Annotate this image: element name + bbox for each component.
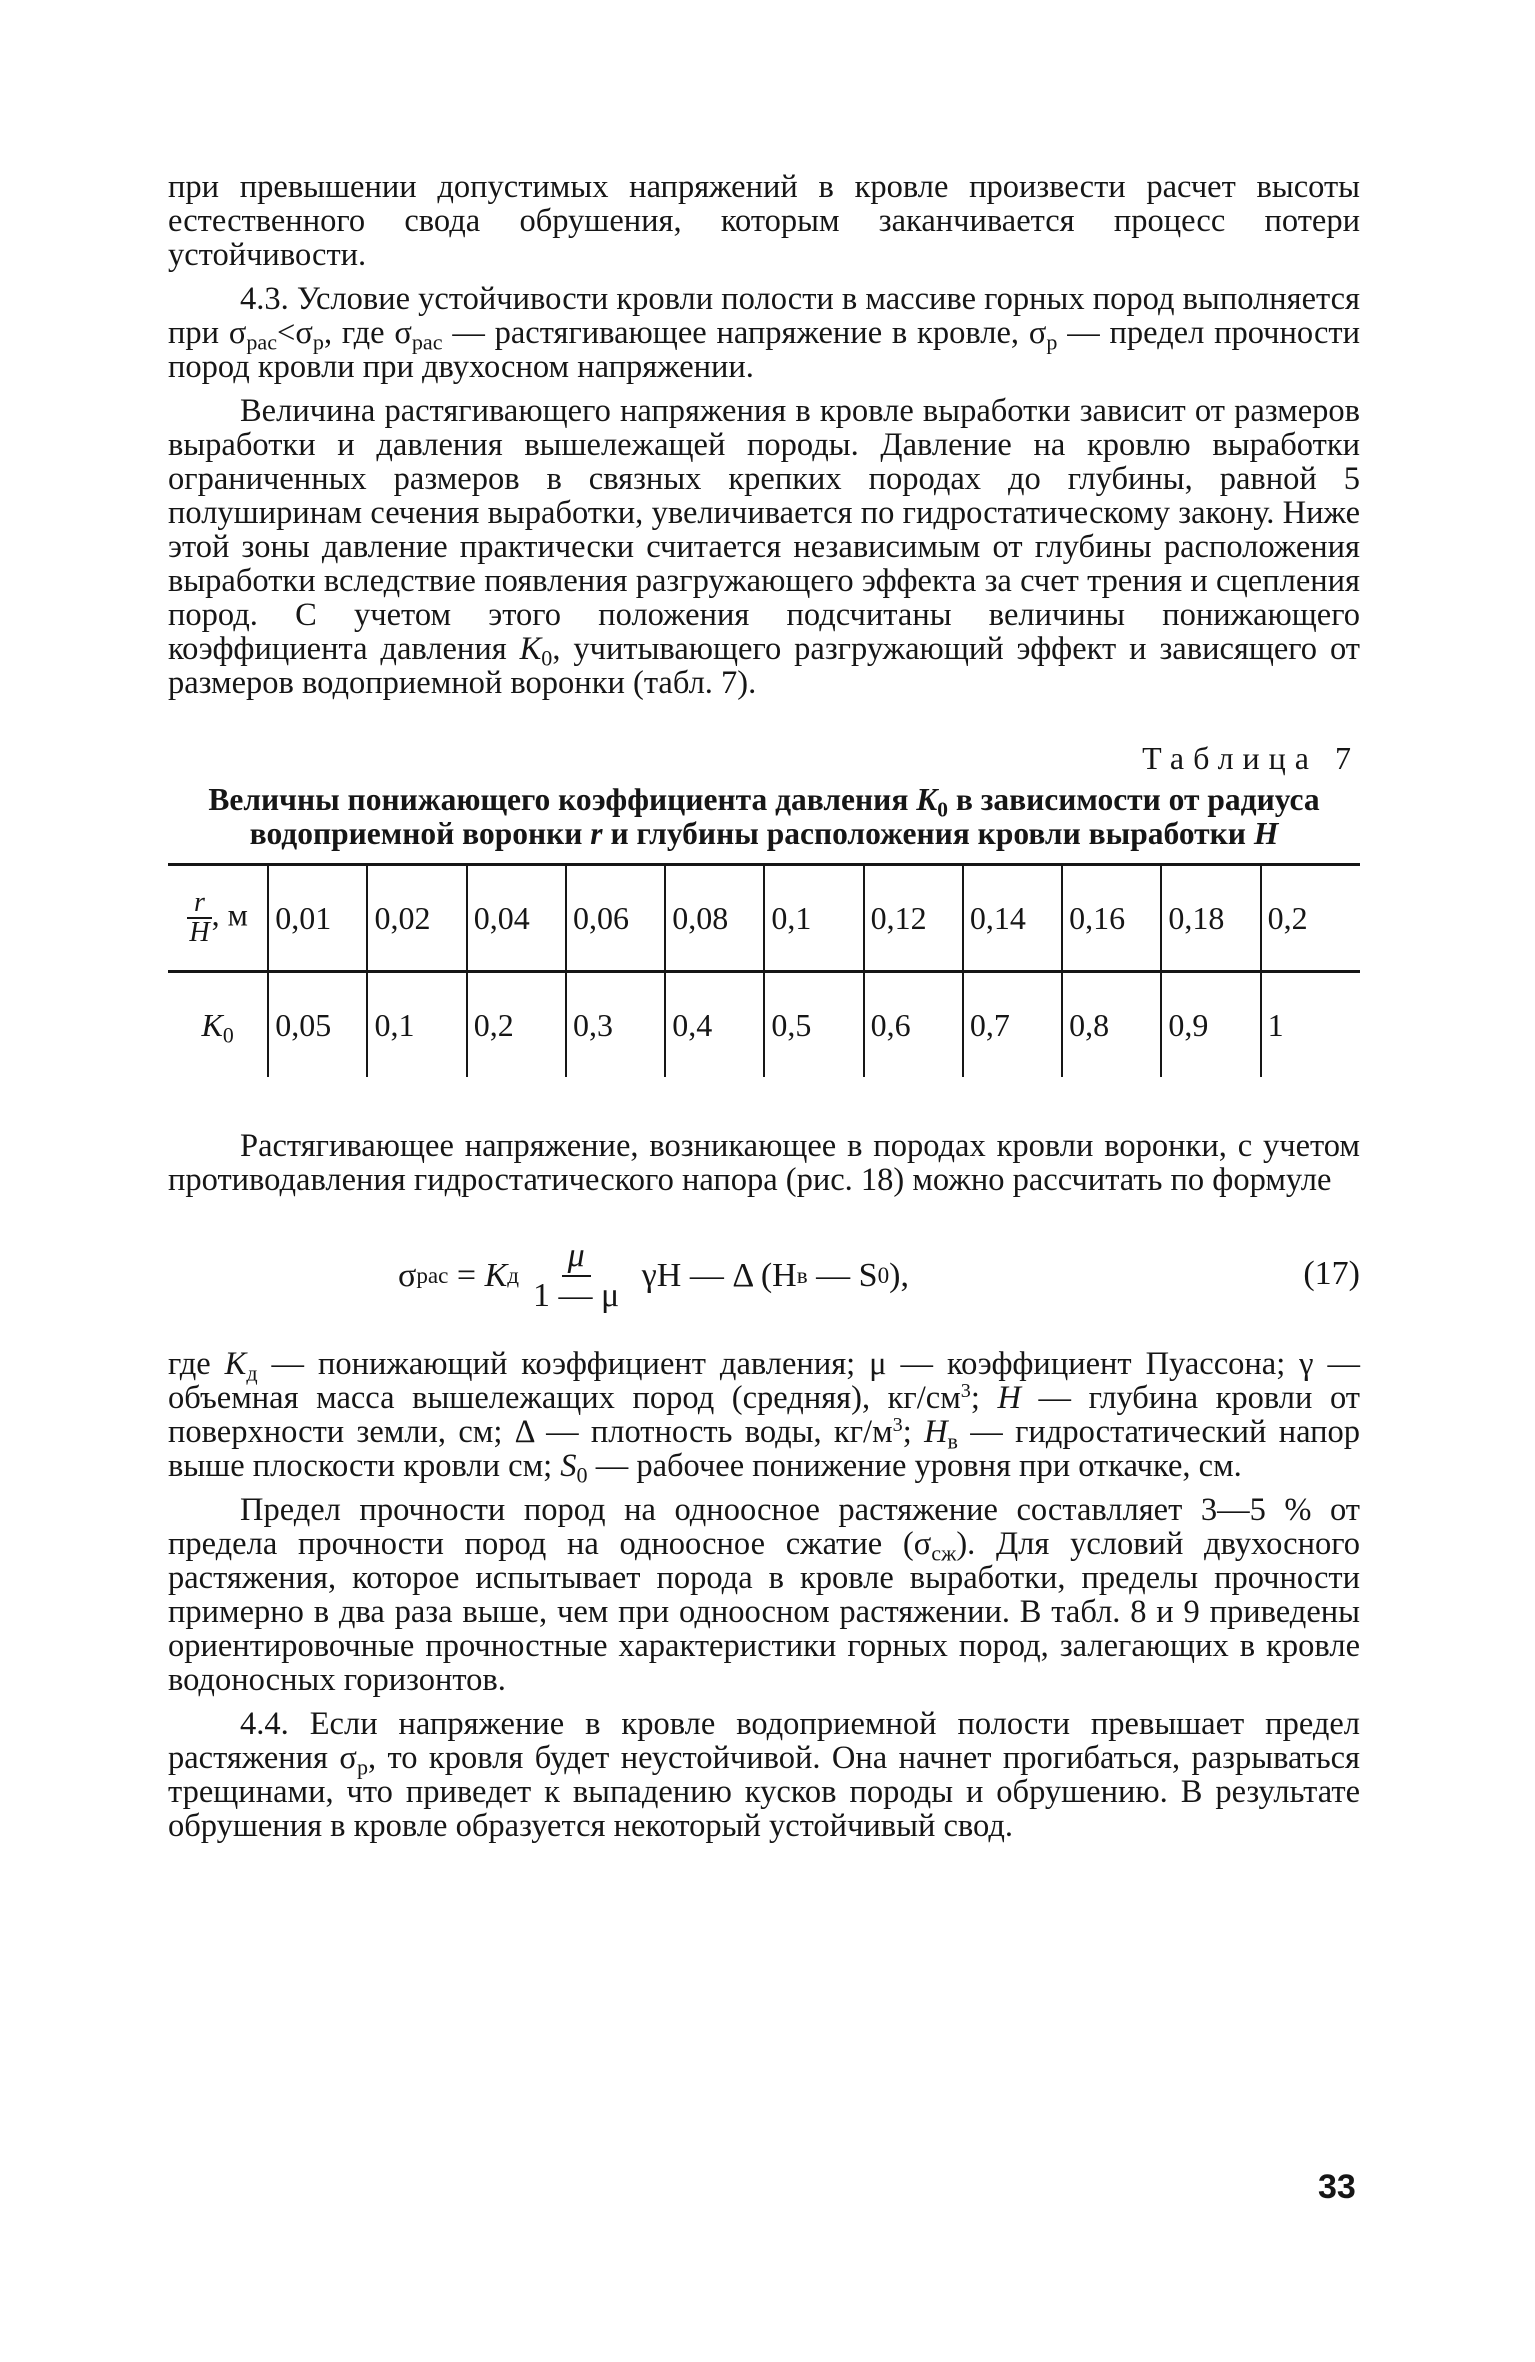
coefficient-table [168, 863, 1360, 1077]
table-cell: 0,5 [764, 972, 863, 1078]
table-cell: 0,3 [566, 972, 665, 1078]
table-cell: 0,02 [367, 865, 466, 972]
paragraph-magnitude: Величина растягивающего напряжения в кровле выработки зависит от размеров выработки и давления вышележащей породы. Давление на кровлю выработки ограниченных размеров в связных крепких породах до глубины, равной 5 полуширинам сечения выработки, увеличивается по гидростатическому закону. Ниже этой зоны давление практически считается независимым от глубины расположения выработки вследствие появления разгружающего эффекта за счет трения и сцепления пород. С учетом этого положения подсчитаны величины понижающего коэффициента давления $K_0$, учитывающего разгружающий эффект и зависящего от размеров водоприемной воронки (табл. 7). [168, 393, 1360, 701]
table-cell: 0,7 [963, 972, 1062, 1078]
formula-17 [168, 1217, 1360, 1337]
equation-number: (17) [1303, 1255, 1360, 1292]
row-header-ratio: $\frac{r}{H}$ , м [168, 865, 268, 972]
table-cell: 0,18 [1161, 865, 1260, 972]
paragraph-intro: при превышении допустимых напряжений в кровле произвести расчет высоты естественного свода обрушения, которым заканчивается процесс потери устойчивости. [168, 169, 1360, 273]
table-label: Таблица 7 [1142, 740, 1360, 776]
ratio-fraction: $\frac{r}{H}$ [189, 887, 210, 948]
table-cell: 0,16 [1062, 865, 1161, 972]
table-cell: 0,05 [268, 972, 367, 1078]
paragraph-definitions: где $K_д$ — понижающий коэффициент давления; μ — коэффициент Пуассона; γ — объемная масса вышележащих пород (средняя), $кг/см^3$; H — глубина кровли от поверхности земли, см; Δ — плотность воды, $кг/м^3$; $H_в$ — гидростатический напор выше плоскости кровли см; $S_0$ — рабочее понижение уровня при откачке, см. [168, 1346, 1361, 1488]
table-cell: 0,9 [1161, 972, 1260, 1078]
table-cell: 0,1 [764, 865, 863, 972]
table-cell: 0,8 [1062, 972, 1161, 1078]
section-number: 4.3. [240, 281, 289, 317]
table-cell: 0,14 [963, 865, 1062, 972]
table-cell: 0,08 [665, 865, 764, 972]
table-cell: 0,12 [864, 865, 963, 972]
table-cell: 0,6 [864, 972, 963, 1078]
table-cell: 1 [1261, 972, 1360, 1078]
section-number: 4.4. [240, 1706, 289, 1742]
table-row-coefficient [168, 972, 1360, 1078]
paragraph-tensile: Растягивающее напряжение, возникающее в породах кровли воронки, с учетом противодавления гидростатического напора (рис. 18) можно рассчитать по формуле [168, 1128, 1360, 1198]
table-cell: 0,01 [268, 865, 367, 972]
table-cell: 0,1 [367, 972, 466, 1078]
row-header-coefficient: $K_0$ [201, 1006, 234, 1048]
paragraph-strength: Предел прочности пород на одноосное растяжение составлляет 3—5 % от предела прочности пород на одноосное сжатие $(\sigma_{сж})$. Для условий двухосного растяжения, которое испытывает порода в кровле выработки, пределы прочности примерно в два раза выше, чем при одноосном растяжении. В табл. 8 и 9 приведены ориентировочные прочностные характеристики горных пород, залегающих в кровле водоносных горизонтов. [168, 1492, 1360, 1698]
formula-expression: σ рас = K д $\frac{\mu}{1 — \mu}$ γH — Δ (H в — S 0 ), [398, 1237, 909, 1314]
table-cell: 0,04 [467, 865, 566, 972]
paragraph-section-4-3: 4.3. Условие устойчивости кровли полости в массиве горных пород выполняется при $\sigma_{рас}<\sigma_р$, где $\sigma_{рас}$ — растягивающее напряжение в кровле, $\sigma_р$ — предел прочности пород кровли при двухосном напряжении. [168, 281, 1360, 385]
table-cell: 0,2 [467, 972, 566, 1078]
table-row-ratio [168, 865, 1360, 972]
paragraph-section-4-4: 4.4. Если напряжение в кровле водоприемной полости превышает предел растяжения $\sigma_р$, то кровля будет неустойчивой. Она начнет прогибаться, разрываться трещинами, что приведет к выпадению кусков породы и обрушению. В результате обрушения в кровле образуется некоторый устойчивый свод. [168, 1706, 1361, 1844]
page-content [168, 170, 1360, 1843]
table-cell: 0,2 [1261, 865, 1360, 972]
table-cell: 0,06 [566, 865, 665, 972]
page-number: 33 [1318, 2168, 1356, 2206]
table-caption: Величны понижающего коэффициента давления $K_0$ в зависимости от радиуса водоприемной воронки r и глубины расположения кровли выработки H [208, 782, 1320, 851]
table-cell: 0,4 [665, 972, 764, 1078]
formula-fraction: $\frac{\mu}{1 — \mu}$ [533, 1237, 620, 1314]
